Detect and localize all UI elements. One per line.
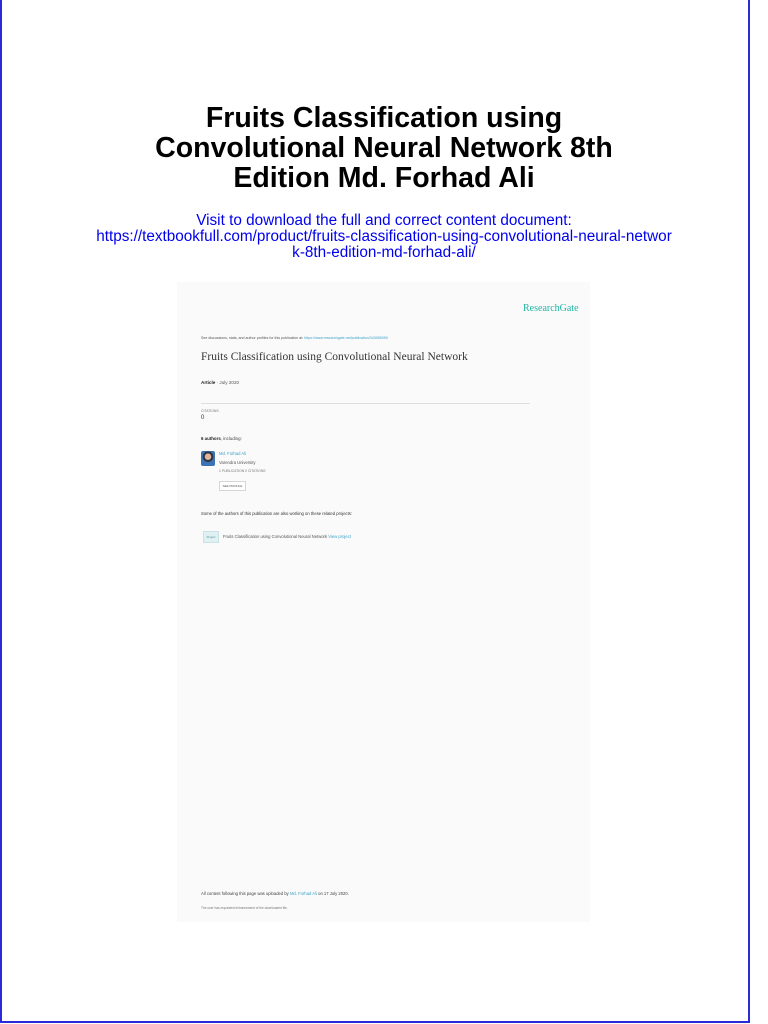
download-url-continued[interactable]: k-8th-edition-md-forhad-ali/ xyxy=(292,244,476,261)
download-link[interactable] xyxy=(0,213,768,261)
article-type: Article xyxy=(201,380,216,385)
researchgate-logo[interactable]: ResearchGate xyxy=(523,303,579,314)
discussion-text: See discussions, stats, and author profiles for this publication at: xyxy=(201,336,304,340)
citations-label: CITATIONS xyxy=(201,409,219,413)
author-affiliation: Varendra University xyxy=(219,460,256,465)
upload-notice xyxy=(201,891,349,896)
article-meta xyxy=(201,380,239,385)
uploader-link[interactable]: Md. Forhad Ali xyxy=(289,891,317,896)
authors-heading xyxy=(201,436,242,441)
project-entry xyxy=(223,534,351,539)
citations-count: 0 xyxy=(201,415,205,421)
publication-link[interactable]: https://www.researchgate.net/publication/343089090 xyxy=(304,336,388,340)
author-name[interactable]: Md. Forhad Ali xyxy=(219,451,246,456)
paper-title: Fruits Classification using Convolutional Neural Network xyxy=(201,351,468,363)
enhancement-note: The user has requested enhancement of the downloaded file. xyxy=(201,906,288,910)
visit-text[interactable]: Visit to download the full and correct content document: xyxy=(196,212,572,229)
view-project-link[interactable]: View project xyxy=(328,534,351,539)
authors-including: , including: xyxy=(220,436,242,441)
discussion-notice xyxy=(201,336,388,340)
related-projects-heading: Some of the authors of this publication are also working on these related projects: xyxy=(201,511,353,516)
download-url[interactable]: https://textbookfull.com/product/fruits-classification-using-convolutional-neural-networ xyxy=(96,228,672,245)
project-thumbnail[interactable]: Project xyxy=(203,531,219,543)
see-profile-button[interactable]: SEE PROFILE xyxy=(219,481,246,491)
researchgate-cover-page xyxy=(177,282,590,922)
authors-count: 6 authors xyxy=(201,436,221,441)
author-photo-icon[interactable] xyxy=(201,451,215,466)
article-date: · July 2020 xyxy=(215,380,240,385)
title-line: Fruits Classification using xyxy=(205,102,563,134)
divider xyxy=(201,403,530,404)
author-stats: 1 PUBLICATION 0 CITATIONS xyxy=(219,469,266,473)
title-line: Edition Md. Forhad Ali xyxy=(233,162,535,194)
project-title: Fruits Classification using Convolutional Neural Network xyxy=(223,534,328,539)
upload-prefix: All content following this page was uploaded by xyxy=(201,891,289,896)
document-title xyxy=(0,103,768,193)
upload-date: on 17 July 2020. xyxy=(318,891,349,896)
title-line: Convolutional Neural Network 8th xyxy=(155,132,613,164)
